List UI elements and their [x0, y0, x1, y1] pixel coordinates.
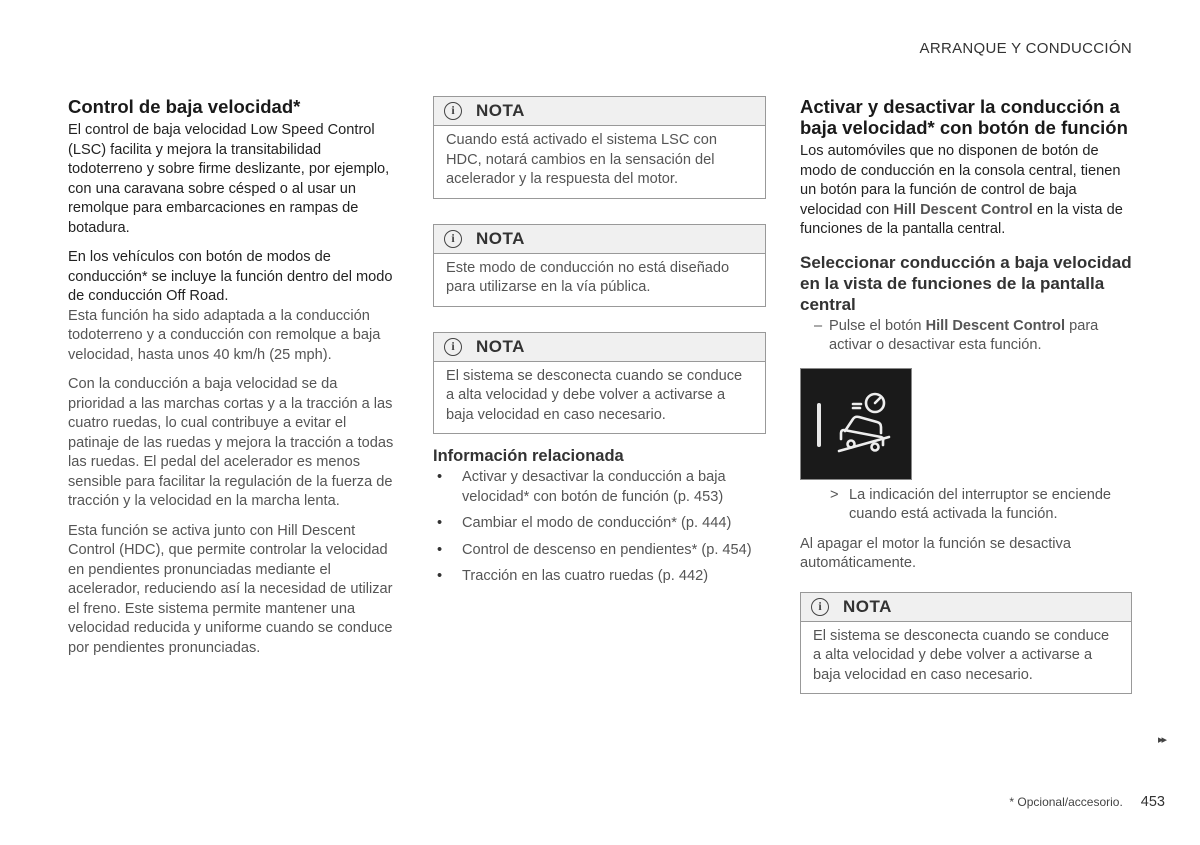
note-text: Cuando está activado el sistema LSC con HDC, notará cambios en la sensación del acelerador y la respuesta del motor.: [446, 132, 717, 187]
page-footer: [1009, 794, 1165, 810]
continue-arrows-icon: ▸▸: [1157, 734, 1165, 746]
activation-title: Activar y desactivar la conducción a baja velocidad* con botón de función: [800, 96, 1128, 138]
column-3: [800, 96, 1132, 719]
result-step: > La indicación del interruptor se enciende cuando está activada la función.: [800, 486, 1132, 525]
hill-descent-car-icon: [831, 389, 901, 459]
info-icon: i: [444, 230, 462, 248]
paragraph-traction: Con la conducción a baja velocidad se da prioridad a las marchas cortas y a la tracción a las cuatro ruedas, lo cual contribuye a evitar el patinaje de las ruedas y mejora la tracción a todas las ruedas. El pedal del acelerador es menos sensible para facilitar la regulación de la fuerza de tracción y la velocidad en la marcha lenta.: [68, 376, 394, 509]
paragraph-intro: El control de baja velocidad Low Speed Control (LSC) facilita y mejora la transitabilidad todoterreno y sobre firme deslizante, por ejemplo, con una caravana sobre césped o al usar un remolque para embarcaciones en rampas de botadura.: [68, 122, 390, 236]
note-text: El sistema se desconecta cuando se conduce a alta velocidad y debe volver a activarse a baja velocidad en caso necesario.: [446, 367, 743, 423]
text-fragment: Pulse el botón: [829, 317, 926, 334]
paragraph-speed-limit: Esta función ha sido adaptada a la conducción todoterreno y a conducción con remolque a baja velocidad, hasta unos 40 km/h (25 mph).: [68, 307, 381, 363]
section-header: ARRANQUE Y CONDUCCIÓN: [919, 40, 1132, 57]
column-1: [68, 96, 396, 668]
info-icon: i: [444, 338, 462, 356]
paragraph-engine-off: Al apagar el motor la función se desactiva automáticamente.: [800, 535, 1071, 571]
note-header: [434, 225, 765, 254]
note-box: [433, 332, 766, 435]
note-box: [800, 592, 1132, 695]
related-links-list: [433, 468, 766, 587]
related-link[interactable]: • Activar y desactivar la conducción a baja velocidad* con botón de función (p. 453): [433, 468, 766, 507]
note-text: El sistema se desconecta cuando se conduce a alta velocidad y debe volver a activarse a baja velocidad en caso necesario.: [813, 627, 1110, 683]
note-header: [801, 593, 1131, 622]
note-box: [433, 96, 766, 199]
note-title: NOTA: [476, 228, 525, 248]
column-2: [433, 96, 766, 594]
related-link[interactable]: • Cambiar el modo de conducción* (p. 444): [433, 514, 766, 534]
hdc-button-image: [800, 368, 912, 480]
indicator-light: [817, 403, 821, 447]
subsection-title: Seleccionar conducción a baja velocidad en la vista de funciones de la pantalla central: [800, 252, 1132, 314]
text-fragment: Los automóviles que no disponen de botón de modo de conducción en la consola central, tienen un botón para la función de control de baja velocidad con: [800, 143, 1121, 218]
note-header: [434, 97, 765, 126]
page-number: 453: [1140, 794, 1165, 810]
note-text: Este modo de conducción no está diseñado para utilizarse en la vía pública.: [446, 259, 730, 295]
info-icon: i: [811, 598, 829, 616]
related-link[interactable]: • Control de descenso en pendientes* (p. 454): [433, 541, 766, 561]
info-icon: i: [444, 102, 462, 120]
related-link[interactable]: • Tracción en las cuatro ruedas (p. 442): [433, 567, 766, 587]
paragraph-hdc: Esta función se activa junto con Hill Descent Control (HDC), que permite controlar la velocidad en pendientes pronunciadas mediante el acelerador, reduciendo así la necesidad de utilizar el freno. Este sistema permite mantener una velocidad reducida y uniforme cuando se conduce por pendientes pronunciadas.: [68, 522, 393, 656]
instruction-step: [800, 317, 1132, 356]
note-title: NOTA: [843, 596, 892, 616]
note-box: [433, 224, 766, 307]
hdc-term: Hill Descent Control: [893, 201, 1033, 218]
text-fragment: para activar o desactivar esta función.: [829, 317, 1099, 353]
paragraph-button-info: [800, 142, 1132, 240]
text-fragment: en la vista de funciones de la pantalla central.: [800, 201, 1123, 237]
related-info-title: Información relacionada: [433, 447, 624, 465]
section-title: Control de baja velocidad*: [68, 96, 301, 117]
paragraph-drive-modes: En los vehículos con botón de modos de conducción* se incluye la función dentro del modo de conducción Off Road.: [68, 249, 393, 304]
note-title: NOTA: [476, 336, 525, 356]
note-title: NOTA: [476, 101, 525, 121]
hdc-button-term: Hill Descent Control: [925, 317, 1066, 334]
footnote: * Opcional/accesorio.: [1009, 795, 1123, 809]
note-header: [434, 333, 765, 362]
